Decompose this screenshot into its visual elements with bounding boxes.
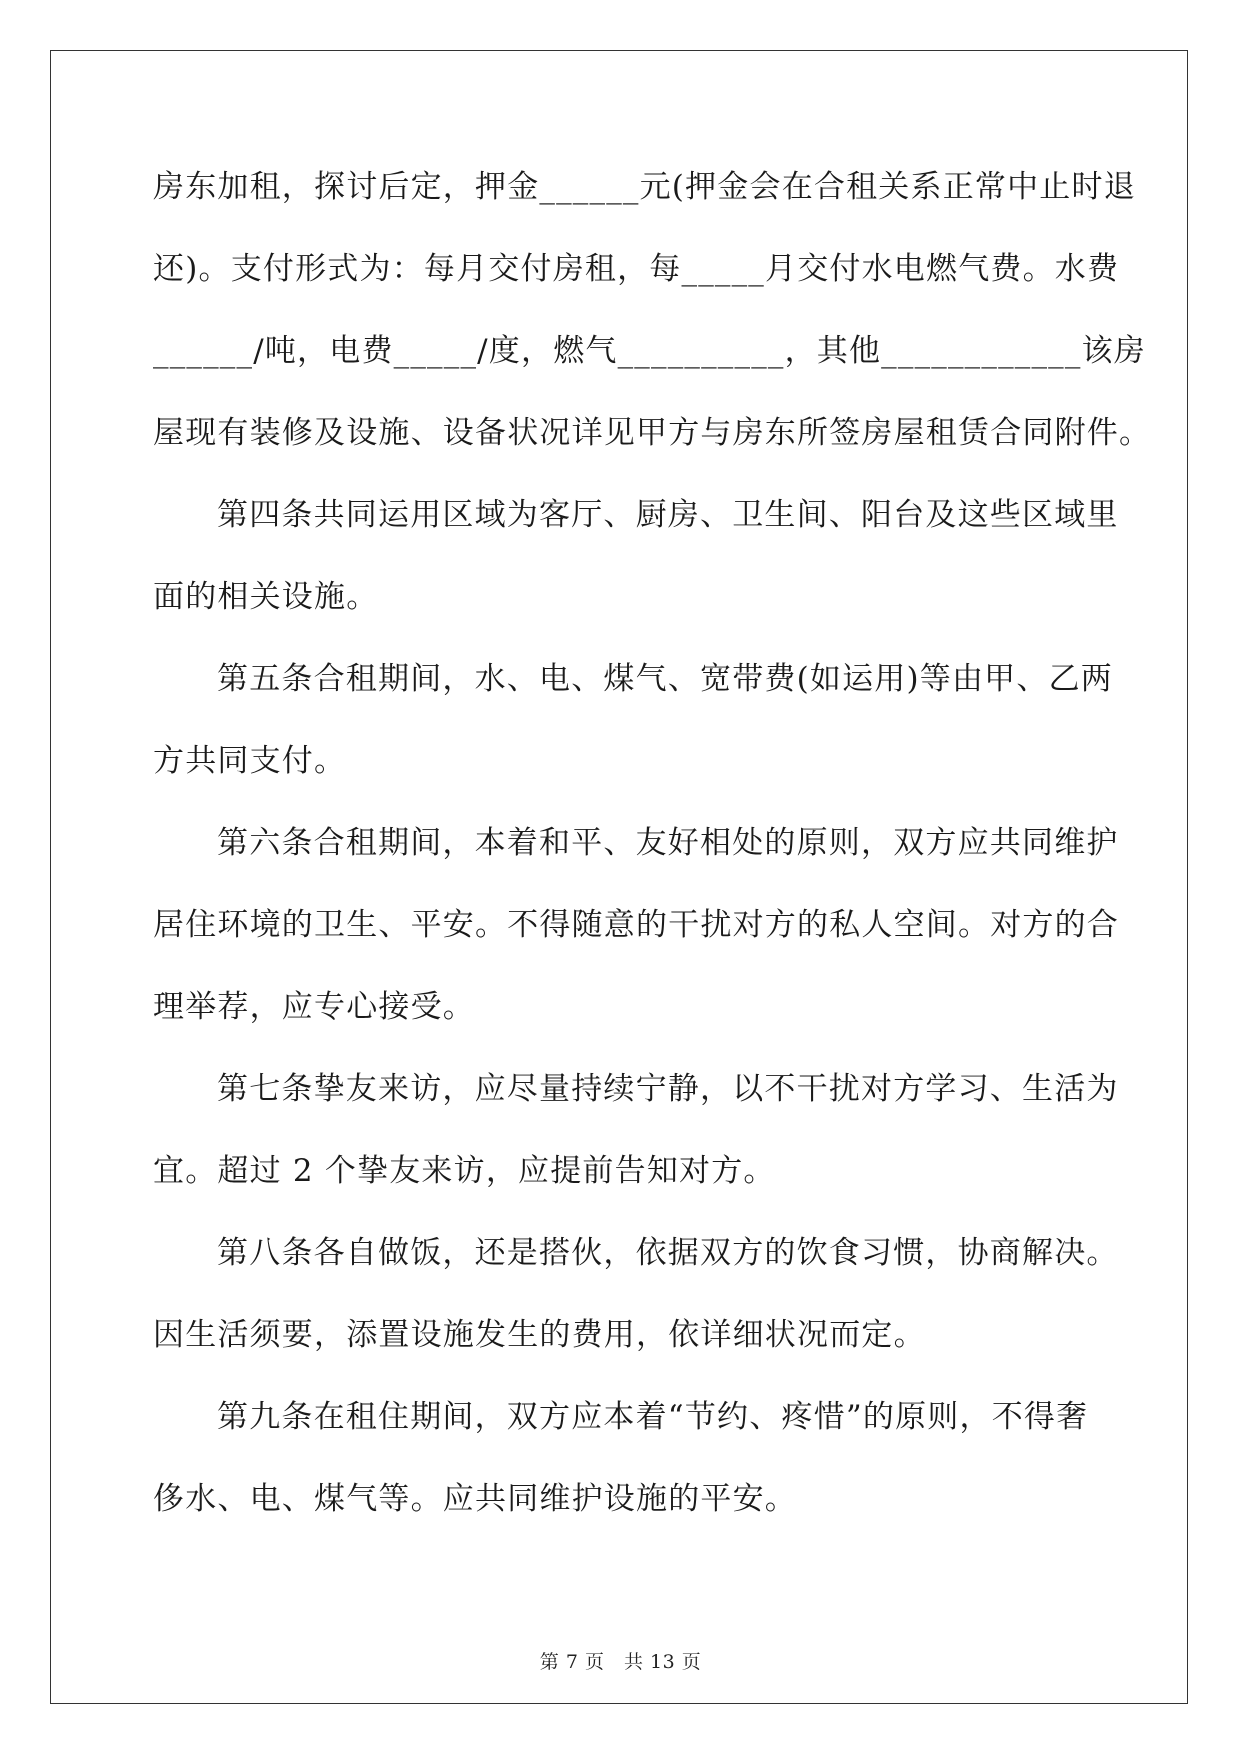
text-line: 居住环境的卫生、平安。不得随意的干扰对方的私人空间。对方的合	[153, 907, 1119, 943]
text-line: 理举荐，应专心接受。	[153, 989, 475, 1025]
clause-5-line: 第五条合租期间，水、电、煤气、宽带费(如运用)等由甲、乙两	[217, 661, 1113, 697]
clause-7-line: 第七条挚友来访，应尽量持续宁静，以不干扰对方学习、生活为	[217, 1071, 1119, 1107]
text-line: 房东加租，探讨后定，押金______元(押金会在合租关系正常中止时退	[153, 169, 1136, 205]
clause-8-line: 第八条各自做饭，还是搭伙，依据双方的饮食习惯，协商解决。	[217, 1235, 1119, 1271]
text-line: 宜。超过 2 个挚友来访，应提前告知对方。	[153, 1153, 776, 1189]
clause-6-line: 第六条合租期间，本着和平、友好相处的原则，双方应共同维护	[217, 825, 1119, 861]
text-line: 因生活须要，添置设施发生的费用，依详细状况而定。	[153, 1317, 926, 1353]
text-line: 方共同支付。	[153, 743, 347, 779]
clause-9-line: 第九条在租住期间，双方应本着“节约、疼惜”的原则，不得奢	[217, 1399, 1089, 1435]
text-line: 屋现有装修及设施、设备状况详见甲方与房东所签房屋租赁合同附件。	[153, 415, 1152, 451]
text-line: ______/吨，电费_____/度，燃气__________，其他____________该房	[153, 333, 1146, 369]
text-line: 面的相关设施。	[153, 579, 379, 615]
text-line: 侈水、电、煤气等。应共同维护设施的平安。	[153, 1481, 797, 1517]
document-body	[153, 162, 1152, 1556]
clause-4-line: 第四条共同运用区域为客厅、厨房、卫生间、阳台及这些区域里	[217, 497, 1119, 533]
text-line: 还)。支付形式为：每月交付房租，每_____月交付水电燃气费。水费	[153, 251, 1120, 287]
page-number-footer: 第 7 页 共 13 页	[539, 1651, 702, 1673]
